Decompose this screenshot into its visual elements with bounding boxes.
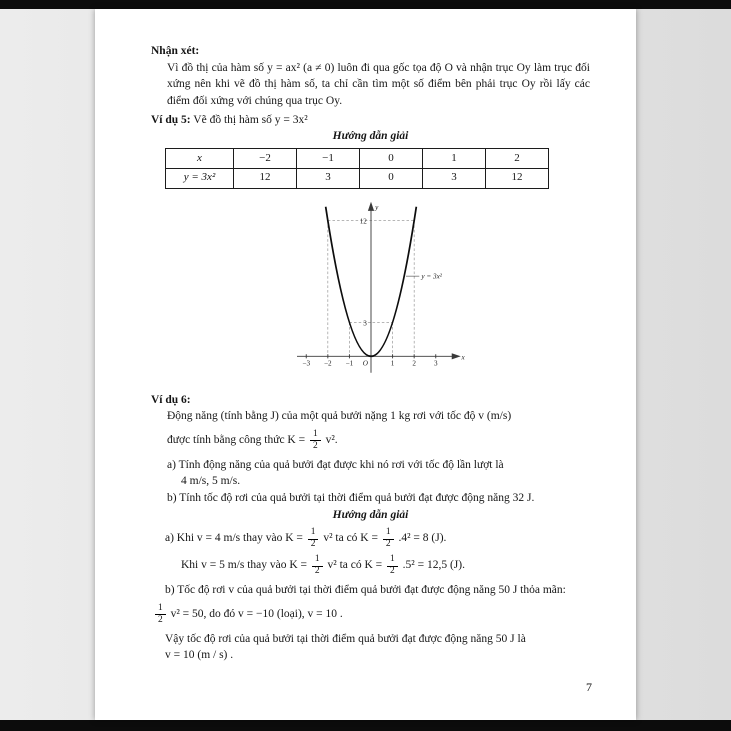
- top-black-bar: [0, 0, 731, 9]
- example5-solution-label: Hướng dẫn giải: [332, 130, 409, 143]
- table-cell: 3: [423, 168, 486, 188]
- x-tick: −1: [345, 359, 353, 368]
- table-cell: 1: [423, 149, 486, 169]
- graph-container: [151, 197, 590, 388]
- solution-b-intro: b) Tốc độ rơi v của quả bưởi tại thời điểm quả bưởi đạt được động năng 50 J thỏa mãn:: [165, 584, 566, 597]
- x-tick: −3: [301, 359, 310, 368]
- x-tick: 2: [411, 359, 416, 368]
- fraction-one-half: $\frac{1}{2}$: [383, 528, 394, 550]
- sol-a1-text: a) Khi v = 4 m/s thay vào K =: [165, 532, 303, 545]
- sol-a2-text: Khi v = 5 m/s thay vào K =: [181, 559, 308, 572]
- sol-a2-text: v² ta có K =: [327, 559, 383, 572]
- table-cell: 0: [360, 168, 423, 188]
- table-cell: y = 3x²: [166, 168, 234, 188]
- fraction-one-half: $\frac{1}{2}$: [312, 555, 323, 577]
- table-cell: −2: [234, 149, 297, 169]
- example6-item-b: b) Tính tốc độ rơi của quả bưởi tại thời điểm quả bưởi đạt được động năng 32 J.: [167, 492, 535, 505]
- bottom-black-bar: [0, 720, 731, 731]
- curve-label: y = 3x²: [420, 272, 442, 281]
- page-content: [95, 9, 636, 720]
- values-table: [165, 148, 549, 189]
- table-row: [166, 168, 549, 188]
- fraction-one-half: $\frac{1}{2}$: [387, 555, 398, 577]
- parabola-graph: [268, 197, 474, 382]
- x-axis-label: x: [460, 353, 465, 362]
- fraction-one-half: $\frac{1}{2}$: [310, 430, 321, 452]
- table-cell: 12: [234, 168, 297, 188]
- axes: [297, 203, 459, 373]
- example5-title: Vẽ đồ thị hàm số y = 3x²: [193, 113, 308, 126]
- solution-b-equation: [153, 604, 590, 626]
- table-cell: 0: [360, 149, 423, 169]
- remark-heading: Nhận xét:: [151, 45, 200, 57]
- example6-intro-line2: [167, 430, 590, 452]
- fraction-one-half: $\frac{1}{2}$: [308, 528, 319, 550]
- fraction-one-half: $\frac{1}{2}$: [155, 604, 166, 626]
- solution-a-line1: [165, 528, 590, 550]
- textbook-page: [95, 9, 636, 720]
- y-tick-3: 3: [362, 319, 367, 328]
- sol-a1-text: .4² = 8 (J).: [398, 532, 447, 545]
- solution-a-line2: [181, 555, 590, 577]
- table-cell: 12: [486, 168, 549, 188]
- x-tick: 1: [390, 359, 394, 368]
- table-cell: −1: [297, 149, 360, 169]
- intro-formula-post: v².: [325, 434, 338, 447]
- table-cell: 2: [486, 149, 549, 169]
- conclusion-line2: v = 10 (m / s) .: [165, 649, 234, 662]
- example5-heading: Ví dụ 5:: [151, 113, 191, 126]
- page-number: 7: [586, 679, 592, 694]
- remark-body: Vì đồ thị của hàm số y = ax² (a ≠ 0) luôn đi qua gốc tọa độ O và nhận trục Oy làm trục đối xứng nên khi vẽ đồ thị hàm số, ta chỉ cần tìm một số điểm bên phải trục Oy rồi lấy các điểm đối xứng với chúng qua trục Oy.: [167, 61, 590, 108]
- example6-solution-label: Hướng dẫn giải: [332, 508, 409, 521]
- example6-item-a-line2: 4 m/s, 5 m/s.: [181, 475, 241, 488]
- table-cell: x: [166, 149, 234, 169]
- y-tick-12: 12: [359, 217, 367, 226]
- sol-a2-text: .5² = 12,5 (J).: [402, 559, 465, 572]
- x-tick: −2: [323, 359, 332, 368]
- sol-b-eq-text: v² = 50, do đó v = −10 (loại), v = 10 .: [170, 607, 343, 620]
- sol-a1-text: v² ta có K =: [323, 532, 378, 545]
- y-axis-label: y: [374, 203, 378, 212]
- conclusion-line1: Vậy tốc độ rơi của quả bưởi tại thời điểm quả bưởi đạt được động năng 50 J là: [165, 632, 526, 645]
- table-cell: 3: [297, 168, 360, 188]
- example6-item-a-line1: a) Tính động năng của quả bưởi đạt được khi nó rơi với tốc độ lần lượt là: [167, 458, 504, 471]
- example5-title-line: [151, 112, 590, 129]
- example6-intro-line1: Động năng (tính bằng J) của một quả bưởi nặng 1 kg rơi với tốc độ v (m/s): [167, 410, 512, 423]
- x-tick: 3: [433, 359, 438, 368]
- intro-formula-pre: được tính bằng công thức K =: [167, 434, 306, 447]
- example6-heading: Ví dụ 6:: [151, 393, 191, 406]
- table-row: [166, 149, 549, 169]
- origin-label: O: [362, 359, 368, 368]
